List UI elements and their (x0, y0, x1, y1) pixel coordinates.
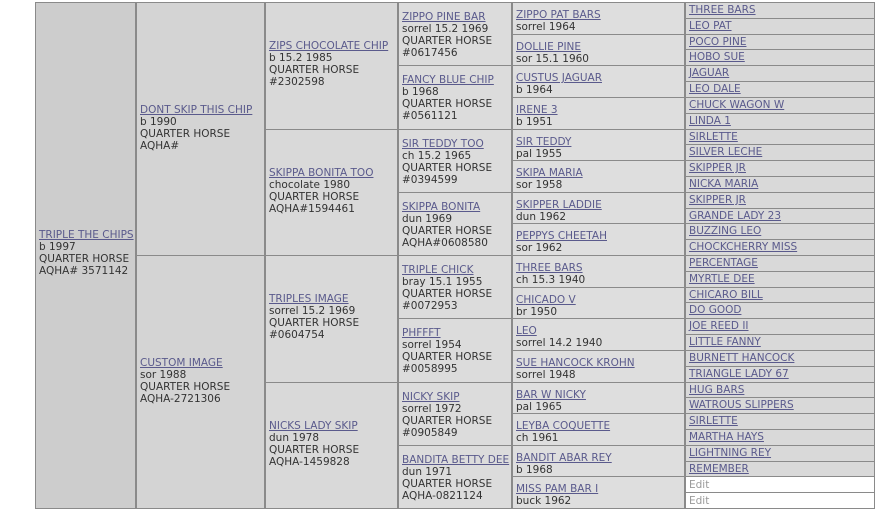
horse-detail-text: QUARTER HORSE (269, 190, 360, 203)
horse-detail-text: dun 1962 (516, 210, 567, 223)
horse-name-link[interactable]: THREE BARS (516, 262, 583, 274)
gen5-cell (512, 2, 685, 35)
horse-name-link[interactable]: BANDITA BETTY DEE (402, 453, 510, 466)
horse-detail-text: sorrel 15.2 1969 (269, 305, 356, 318)
horse-name-link[interactable]: LINDA 1 (689, 114, 731, 127)
horse-detail-text: AQHA-0821124 (402, 489, 483, 502)
gen6-cell (685, 334, 875, 351)
gen6-cell (685, 302, 875, 319)
horse-detail-text: dun 1978 (269, 431, 320, 444)
horse-name-link[interactable]: SILVER LECHE (689, 146, 763, 159)
horse-name-link[interactable]: SKIPPA BONITA (402, 200, 481, 213)
gen4-cell (398, 382, 512, 446)
gen6-cell (685, 2, 875, 19)
horse-name-link[interactable]: CHICARO BILL (689, 288, 763, 301)
horse-detail-text: b 1997 (39, 241, 76, 253)
gen5-cell (512, 160, 685, 193)
gen6-cell (685, 129, 875, 146)
horse-detail-text: #0604754 (269, 329, 325, 342)
horse-detail-text: QUARTER HORSE (269, 64, 360, 77)
gen6-cell (685, 97, 875, 114)
gen6-cell (685, 382, 875, 399)
gen5-cell (512, 255, 685, 288)
horse-name-link[interactable]: LEO DALE (689, 83, 741, 96)
gen4-cell (398, 255, 512, 319)
horse-detail-text: b 1964 (516, 84, 553, 97)
horse-name-link[interactable]: PERCENTAGE (689, 257, 758, 269)
horse-detail-text: ch 1961 (516, 432, 559, 445)
horse-detail-text: QUARTER HORSE (402, 477, 493, 490)
horse-name-link[interactable]: ZIPPO PINE BAR (402, 11, 486, 23)
horse-detail-text: b 15.2 1985 (269, 52, 333, 65)
horse-name-link[interactable]: SIR TEDDY (516, 135, 572, 148)
gen5-cell (512, 65, 685, 98)
gen6-cell (685, 144, 875, 161)
gen5-cell (512, 382, 685, 415)
gen2-cell (136, 2, 265, 256)
horse-name-link[interactable]: SKIPPER JR (689, 193, 746, 206)
gen5-cell (512, 223, 685, 256)
gen6-cell (685, 397, 875, 414)
horse-name-link[interactable]: MARTHA HAYS (689, 430, 764, 443)
gen3-cell (265, 382, 398, 510)
horse-detail-text: QUARTER HORSE (402, 351, 493, 364)
horse-detail-text: AQHA#0608580 (402, 236, 488, 249)
horse-name-link[interactable]: MYRTLE DEE (689, 272, 755, 285)
horse-name-link[interactable]: TRIPLE CHICK (402, 264, 474, 276)
horse-detail-text: QUARTER HORSE (269, 317, 360, 330)
horse-detail-text: sor 15.1 1960 (516, 52, 589, 65)
horse-name-link[interactable]: DOLLIE PINE (516, 40, 582, 53)
horse-detail-text: QUARTER HORSE (402, 288, 493, 300)
horse-detail-text: bray 15.1 1955 (402, 276, 483, 288)
gen6-cell (685, 476, 875, 493)
gen3-cell (265, 129, 398, 257)
horse-detail-text: #0058995 (402, 363, 458, 376)
horse-detail-text: QUARTER HORSE (140, 127, 231, 140)
horse-detail-text: QUARTER HORSE (402, 98, 493, 111)
horse-name-link[interactable]: WATROUS SLIPPERS (689, 399, 794, 412)
horse-name-link[interactable]: CHOCKCHERRY MISS (689, 241, 798, 254)
horse-name-link[interactable]: FANCY BLUE CHIP (402, 74, 494, 87)
horse-name-link[interactable]: HOBO SUE (689, 51, 745, 64)
horse-name-link[interactable]: BAR W NICKY (516, 388, 586, 401)
horse-detail-text: QUARTER HORSE (39, 253, 130, 265)
gen3-cell (265, 2, 398, 130)
horse-name-link[interactable]: CUSTUS JAGUAR (516, 72, 602, 85)
gen1-cell (35, 2, 136, 509)
gen6-cell (685, 255, 875, 272)
gen6-cell (685, 81, 875, 98)
horse-name-link[interactable]: SKIPA MARIA (516, 167, 583, 180)
horse-detail-text: AQHA#1594461 (269, 202, 355, 215)
horse-name-link[interactable]: SUE HANCOCK KROHN (516, 356, 635, 369)
horse-name-link[interactable]: SIRLETTE (689, 415, 738, 428)
horse-name-link[interactable]: ZIPPO PAT BARS (516, 9, 601, 21)
horse-name-link[interactable]: TRIPLES IMAGE (269, 293, 349, 306)
horse-detail-text: b 1990 (140, 115, 177, 128)
gen6-cell (685, 34, 875, 51)
horse-name-link[interactable]: NICKA MARIA (689, 177, 759, 190)
horse-detail-text: b 1951 (516, 115, 553, 128)
horse-name-link[interactable]: LEO (516, 325, 537, 338)
horse-detail-text: #0905849 (402, 426, 458, 439)
horse-detail-text: sorrel 15.2 1969 (402, 23, 489, 35)
edit-link[interactable]: Edit (689, 494, 710, 507)
gen5-cell (512, 97, 685, 130)
gen5-cell (512, 192, 685, 225)
horse-detail-text: #0617456 (402, 47, 458, 59)
horse-name-link[interactable]: CHICADO V (516, 293, 576, 306)
gen6-cell (685, 318, 875, 335)
horse-detail-text: sorrel 1948 (516, 368, 576, 381)
gen6-cell (685, 223, 875, 240)
horse-name-link[interactable]: MISS PAM BAR I (516, 483, 599, 496)
gen5-cell (512, 287, 685, 320)
horse-name-link[interactable]: SIR TEDDY TOO (402, 137, 484, 150)
horse-detail-text: #0394599 (402, 173, 458, 186)
gen5-cell (512, 34, 685, 67)
horse-detail-text: ch 15.2 1965 (402, 149, 472, 162)
horse-detail-text: pal 1965 (516, 400, 563, 413)
gen6-cell (685, 445, 875, 462)
horse-name-link[interactable]: BANDIT ABAR REY (516, 451, 612, 464)
gen6-cell (685, 239, 875, 256)
gen4-cell (398, 129, 512, 193)
horse-name-link[interactable]: LITTLE FANNY (689, 336, 761, 349)
gen6-cell (685, 271, 875, 288)
gen6-cell (685, 350, 875, 367)
gen5-cell (512, 350, 685, 383)
horse-detail-text: AQHA-2721306 (140, 392, 221, 405)
horse-name-link[interactable]: JAGUAR (689, 67, 730, 80)
horse-name-link[interactable]: NICKS LADY SKIP (269, 419, 358, 432)
horse-detail-text: AQHA# (140, 139, 180, 152)
horse-name-link[interactable]: DO GOOD (689, 304, 742, 317)
horse-detail-text: sorrel 14.2 1940 (516, 337, 603, 350)
gen4-cell (398, 318, 512, 382)
gen6-cell (685, 461, 875, 478)
horse-name-link[interactable]: DONT SKIP THIS CHIP (140, 103, 253, 116)
horse-detail-text: AQHA-1459828 (269, 455, 350, 468)
horse-detail-text: dun 1969 (402, 212, 453, 225)
horse-detail-text: pal 1955 (516, 147, 563, 160)
horse-name-link[interactable]: THREE BARS (689, 4, 756, 16)
horse-name-link[interactable]: LEO PAT (689, 19, 732, 32)
gen6-cell (685, 160, 875, 177)
horse-name-link[interactable]: NICKY SKIP (402, 390, 460, 403)
horse-detail-text: sorrel 1954 (402, 339, 462, 352)
horse-detail-text: sor 1962 (516, 242, 563, 255)
horse-detail-text: ch 15.3 1940 (516, 274, 586, 286)
horse-name-link[interactable]: SIRLETTE (689, 130, 738, 143)
horse-detail-text: QUARTER HORSE (140, 380, 231, 393)
horse-name-link[interactable]: POCO PINE (689, 35, 747, 48)
horse-detail-text: chocolate 1980 (269, 178, 351, 191)
horse-name-link[interactable]: PHFFFT (402, 327, 441, 340)
gen6-cell (685, 429, 875, 446)
horse-name-link[interactable]: HUG BARS (689, 383, 745, 396)
gen6-cell (685, 208, 875, 225)
horse-name-link[interactable]: JOE REED II (689, 320, 749, 333)
gen6-cell (685, 65, 875, 82)
gen4-cell (398, 2, 512, 66)
horse-name-link[interactable]: IRENE 3 (516, 103, 558, 116)
horse-detail-text: #0072953 (402, 300, 458, 312)
gen6-cell (685, 492, 875, 509)
gen3-cell (265, 255, 398, 383)
horse-detail-text: buck 1962 (516, 495, 572, 508)
gen4-cell (398, 445, 512, 509)
horse-name-link[interactable]: LEYBA COQUETTE (516, 420, 611, 433)
horse-name-link[interactable]: SKIPPA BONITA TOO (269, 166, 374, 179)
gen6-cell (685, 192, 875, 209)
edit-link[interactable]: Edit (689, 478, 710, 491)
gen6-cell (685, 113, 875, 130)
gen6-cell (685, 18, 875, 35)
horse-name-link[interactable]: CHUCK WAGON W (689, 98, 785, 111)
horse-name-link[interactable]: ZIPS CHOCOLATE CHIP (269, 40, 389, 53)
gen2-cell (136, 255, 265, 509)
horse-detail-text: QUARTER HORSE (402, 414, 493, 427)
horse-detail-text: #2302598 (269, 76, 325, 89)
horse-detail-text: QUARTER HORSE (402, 35, 493, 47)
gen6-cell (685, 176, 875, 193)
gen4-cell (398, 65, 512, 129)
gen6-cell (685, 49, 875, 66)
gen6-cell (685, 366, 875, 383)
horse-detail-text: #0561121 (402, 110, 458, 123)
horse-name-link[interactable]: REMEMBER (689, 462, 749, 475)
horse-detail-text: br 1950 (516, 305, 558, 318)
horse-name-link[interactable]: CUSTOM IMAGE (140, 356, 223, 369)
gen5-cell (512, 129, 685, 162)
gen5-cell (512, 445, 685, 478)
horse-name-link[interactable]: TRIPLE THE CHIPS (39, 229, 134, 241)
horse-detail-text: sor 1958 (516, 179, 563, 192)
horse-detail-text: AQHA# 3571142 (39, 265, 129, 277)
gen6-cell (685, 413, 875, 430)
horse-detail-text: sorrel 1972 (402, 402, 462, 415)
horse-name-link[interactable]: LIGHTNING REY (689, 446, 772, 459)
gen5-cell (512, 318, 685, 351)
horse-detail-text: dun 1971 (402, 465, 453, 478)
horse-detail-text: sorrel 1964 (516, 21, 576, 33)
horse-name-link[interactable]: GRANDE LADY 23 (689, 209, 781, 222)
horse-detail-text: QUARTER HORSE (402, 224, 493, 237)
gen4-cell (398, 192, 512, 256)
horse-detail-text: b 1968 (516, 463, 553, 476)
gen6-cell (685, 287, 875, 304)
gen5-cell (512, 413, 685, 446)
horse-detail-text: b 1968 (402, 86, 439, 99)
horse-name-link[interactable]: SKIPPER LADDIE (516, 198, 602, 211)
horse-detail-text: QUARTER HORSE (269, 443, 360, 456)
horse-name-link[interactable]: PEPPYS CHEETAH (516, 230, 607, 243)
horse-name-link[interactable]: TRIANGLE LADY 67 (689, 367, 789, 380)
pedigree-chart (35, 2, 875, 508)
horse-name-link[interactable]: SKIPPER JR (689, 162, 746, 175)
horse-detail-text: sor 1988 (140, 368, 187, 381)
gen5-cell (512, 476, 685, 509)
horse-detail-text: QUARTER HORSE (402, 161, 493, 174)
horse-name-link[interactable]: BUZZING LEO (689, 225, 762, 238)
horse-name-link[interactable]: BURNETT HANCOCK (689, 351, 795, 364)
